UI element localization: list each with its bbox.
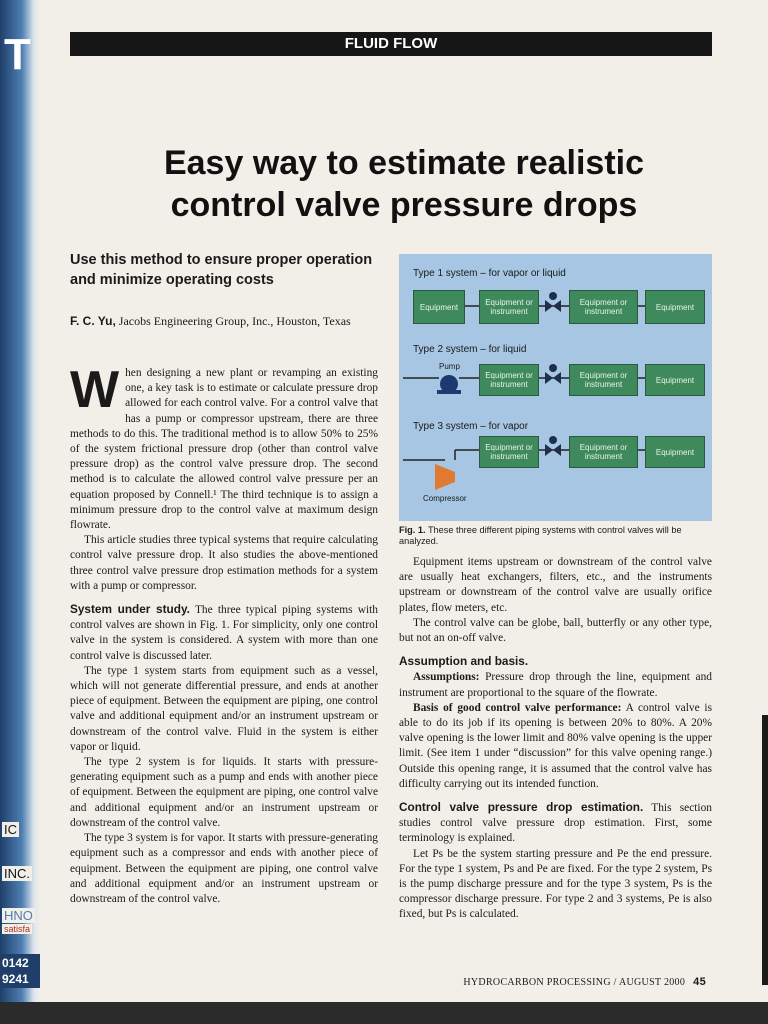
spine-letter: T bbox=[4, 30, 31, 79]
paragraph: Equipment items upstream or downstream of the control valve are usually heat exchangers, filters, etc., and the instruments upstream or downstream of the control valve are usually orifice plates, flow meters, etc. bbox=[399, 556, 712, 614]
equipment-box: Equipment bbox=[645, 364, 705, 396]
paragraph-text: A control valve is able to do its job if its opening is between 20% to 80%. A 20% valve opening is the lower limit and 80% valve opening is the upper limit. (See item 1 under “discussion” for this valve opening range.) Outside this opening range, it is assumed that the control valve has difficulty carrying out its intended function. bbox=[399, 701, 713, 790]
right-column bbox=[399, 555, 712, 923]
title-line-2: control valve pressure drops bbox=[170, 186, 638, 224]
paragraph-text: The three typical piping systems with control valves are shown in Fig. 1. For simplicity, only one control valve in the system is considered. A system with more than one control valve is discussed later. bbox=[70, 604, 378, 662]
pump-label: Pump bbox=[439, 362, 460, 371]
spine-fragment: HNO bbox=[4, 908, 33, 923]
page-number: 45 bbox=[693, 976, 706, 988]
drop-cap: W bbox=[70, 361, 120, 419]
section-cv-estimation bbox=[399, 800, 712, 847]
equipment-box: Equipment bbox=[645, 290, 705, 324]
bottom-edge-bar bbox=[0, 1002, 768, 1024]
equipment-instrument-box: Equipment or instrument bbox=[569, 436, 638, 468]
figure-caption bbox=[399, 525, 712, 546]
title-line-1: Easy way to estimate realistic bbox=[163, 144, 645, 182]
section-heading: System under study. bbox=[70, 602, 190, 617]
journal-name: HYDROCARBON PROCESSING / AUGUST 2000 bbox=[463, 977, 686, 988]
intro-paragraph bbox=[70, 361, 378, 533]
equipment-instrument-box: Equipment or instrument bbox=[569, 290, 638, 324]
assumptions-paragraph bbox=[399, 670, 712, 700]
spine-fragment: IC bbox=[4, 822, 17, 837]
author-block bbox=[70, 314, 382, 329]
paragraph: The type 2 system is for liquids. It starts with pressure-generating equipment such as a pump and ends with another piece of equipment. Between the equipment are piping, one control valve and additional equipment and/or an instrument upstream or downstream of the control valve. bbox=[70, 756, 378, 829]
section-heading: Control valve pressure drop estimation. bbox=[399, 800, 644, 815]
equipment-instrument-box: Equipment or instrument bbox=[479, 436, 539, 468]
equipment-instrument-box: Equipment or instrument bbox=[569, 364, 638, 396]
figure-1-diagram bbox=[399, 254, 712, 521]
basis-paragraph bbox=[399, 701, 712, 792]
run-in-heading: Basis of good control valve performance: bbox=[413, 701, 622, 714]
compressor-icon bbox=[435, 464, 455, 490]
caption-text: These three different piping systems with control valves will be analyzed. bbox=[399, 525, 682, 546]
equipment-box: Equipment bbox=[413, 290, 465, 324]
left-column bbox=[70, 361, 378, 907]
paragraph: The type 3 system is for vapor. It starts with pressure-generating equipment such as a compressor and ends with another piece of equipment. Between the equipment are piping, one control valve and additional equipment and/or an instrument upstream or downstream of the control valve. bbox=[70, 832, 378, 905]
adjacent-page-spine bbox=[0, 0, 40, 1024]
section-system-under-study bbox=[70, 602, 378, 664]
control-valve-icon bbox=[545, 436, 561, 456]
type2-label: Type 2 system – for liquid bbox=[413, 344, 527, 355]
author-affiliation: Jacobs Engineering Group, Inc., Houston, Texas bbox=[118, 314, 351, 328]
paragraph: Let Ps be the system starting pressure and Pe the end pressure. For the type 1 system, Ps and Pe are fixed. For the type 2 system, Ps is the pump discharge pressure and for the type 3 system, Ps is the compressor discharge pressure. For type 2 and 3 systems, Pe is also fixed, but Ps is calculated. bbox=[399, 847, 712, 921]
paragraph-text: This section studies control valve pressure drop estimation. First, some terminology is explained. bbox=[399, 802, 712, 845]
caption-label: Fig. 1. bbox=[399, 525, 426, 535]
type3-label: Type 3 system – for vapor bbox=[413, 421, 529, 432]
equipment-instrument-box: Equipment or instrument bbox=[479, 290, 539, 324]
article-subtitle: Use this method to ensure proper operation and minimize operating costs bbox=[70, 252, 373, 288]
paragraph: The type 1 system starts from equipment such as a vessel, which will not generate differential pressure, and ends at another piece of equipment. Between the equipment are piping, one control valve and additional equipment and/or an instrument upstream or downstream of the control valve. Fluid in the system is either vapor or liquid. bbox=[70, 664, 378, 753]
author-name: F. C. Yu, bbox=[70, 314, 116, 328]
control-valve-icon bbox=[545, 292, 561, 312]
spine-number: 9241 bbox=[0, 970, 40, 988]
control-valve-icon bbox=[545, 364, 561, 384]
right-edge-strip bbox=[762, 715, 768, 985]
section-header: FLUID FLOW bbox=[70, 32, 712, 56]
paragraph: The control valve can be globe, ball, butterfly or any other type, but not an on-off valve. bbox=[399, 616, 712, 645]
spine-fragment: satisfa bbox=[4, 924, 31, 934]
page-footer bbox=[463, 976, 706, 988]
paragraph-text: Pressure drop through the line, equipment and instrument are proportional to the square of the flowrate. bbox=[399, 671, 712, 699]
section-heading bbox=[399, 654, 712, 670]
equipment-instrument-box: Equipment or instrument bbox=[479, 364, 539, 396]
compressor-label: Compressor bbox=[423, 494, 467, 503]
section-heading-text: Assumption and basis. bbox=[399, 654, 529, 669]
equipment-box: Equipment bbox=[645, 436, 705, 468]
type1-label: Type 1 system – for vapor or liquid bbox=[413, 268, 566, 279]
article-title bbox=[40, 142, 768, 226]
pump-icon bbox=[437, 375, 461, 394]
spine-fragment: INC. bbox=[4, 866, 30, 881]
spine-number: 0142 bbox=[0, 954, 40, 972]
paragraph: This article studies three typical systems that require calculating control valve pressure drop. It also studies the above-mentioned three control valve pressure drop estimation methods for a system with a pump or compressor. bbox=[70, 534, 378, 592]
paragraph-text: hen designing a new plant or revamping an existing one, a key task is to estimate or calculate pressure drop allowed for each control valve. For a control valve that has a pump or compressor upstream, there are three methods to do this. The traditional method is to allow 50% to 25% of the system frictional pressure drop (other than control valve pressure drop) as the control valve pressure drop. The second method is to calculate the allowed control valve pressure per an equation proposed by Connell.¹ The third technique is to assign a minimum pressure drop to the control valve at maximum design flowrate. bbox=[70, 367, 378, 532]
run-in-heading: Assumptions: bbox=[413, 671, 480, 684]
